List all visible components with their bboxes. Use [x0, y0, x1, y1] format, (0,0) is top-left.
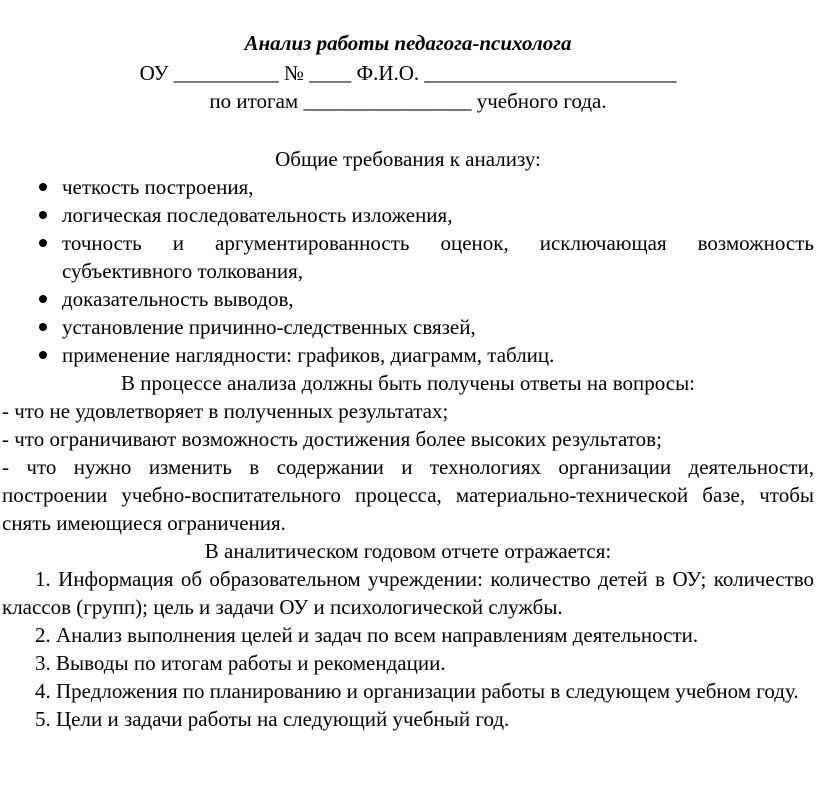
bullet-icon: [39, 183, 47, 191]
bullet-icon: [39, 211, 47, 219]
report-item: 1. Информация об образовательном учреждении: количество детей в ОУ; количество классов (групп); цель и задачи ОУ и психологической службы.: [2, 567, 814, 619]
question-item: - что ограничивают возможность достижения более высоких результатов;: [2, 427, 662, 451]
year-line: по итогам ________________ учебного года.: [209, 89, 607, 113]
bullet-icon: [39, 351, 47, 359]
question-item: - что не удовлетворяет в полученных результатах;: [2, 399, 449, 423]
bullet-icon: [39, 323, 47, 331]
spacer: [2, 115, 814, 145]
list-item: доказательность выводов,: [2, 285, 814, 313]
report-item: 4. Предложения по планированию и организации работы в следующем учебном году.: [35, 679, 799, 703]
report-item: 2. Анализ выполнения целей и задач по всем направлениям деятельности.: [35, 623, 699, 647]
list-item: точность и аргументированность оценок, исключающая возможность субъективного толкования,: [2, 229, 814, 285]
bullet-icon: [39, 239, 47, 247]
questions-heading: В процессе анализа должны быть получены ответы на вопросы:: [120, 371, 696, 395]
document-title: Анализ работы педагога-психолога: [244, 31, 572, 55]
question-item: - что нужно изменить в содержании и технологиях организации деятельности, построении учебно-воспитательного процесса, материально-технической базе, чтобы снять имеющиеся ограничения.: [2, 455, 814, 535]
list-item: применение наглядности: графиков, диаграмм, таблиц.: [2, 341, 814, 369]
list-item: четкость построения,: [2, 173, 814, 201]
list-item: логическая последовательность изложения,: [2, 201, 814, 229]
bullet-icon: [39, 295, 47, 303]
report-heading: В аналитическом годовом отчете отражается:: [204, 539, 612, 563]
document-page: [0, 27, 814, 733]
requirements-heading: Общие требования к анализу:: [275, 147, 541, 171]
requirements-list: [2, 173, 814, 369]
report-item: 5. Цели и задачи работы на следующий учебный год.: [35, 707, 510, 731]
list-item: установление причинно-следственных связей,: [2, 313, 814, 341]
report-item: 3. Выводы по итогам работы и рекомендации.: [35, 651, 446, 675]
institution-line: ОУ __________ № ____ Ф.И.О. ________________________: [139, 61, 677, 85]
